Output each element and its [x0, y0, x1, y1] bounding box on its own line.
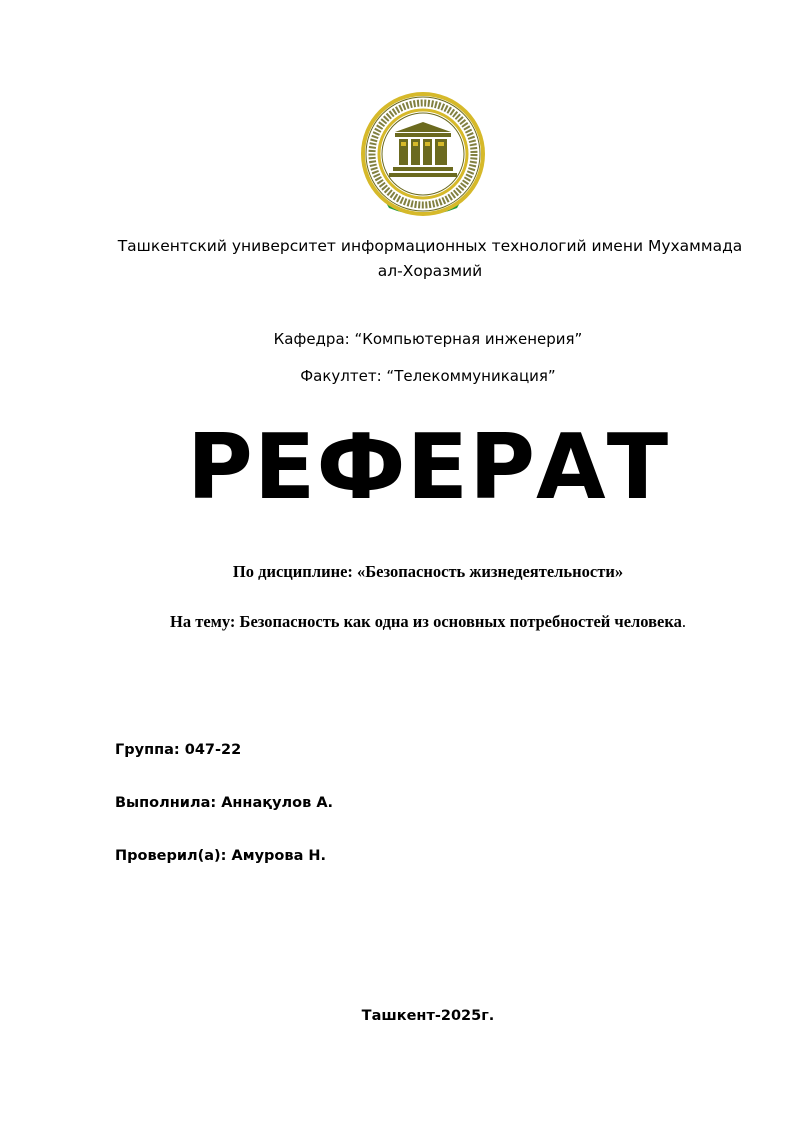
performed-by-label: Выполнила: Аннақулов А.: [115, 795, 334, 811]
faculty-label: Факултет: “Телекоммуникация”: [300, 367, 556, 385]
university-name-line1: Ташкентский университет информационных технологий имени Мухаммада: [117, 237, 743, 255]
university-name-line2: ал-Хоразмий: [377, 262, 483, 280]
checked-by-label: Проверил(а): Амурова Н.: [115, 848, 327, 864]
city-year-label: Ташкент-2025г.: [361, 1008, 495, 1024]
group-label: Группа: 047-22: [115, 742, 242, 758]
tatu-university-emblem-icon: [353, 86, 493, 226]
university-name: [110, 234, 750, 284]
theme-line: [0, 612, 800, 632]
department-label: Кафедра: “Компьютерная инженерия”: [273, 330, 583, 348]
theme-text: На тему: Безопасность как одна из основных потребностей человека: [170, 612, 682, 631]
document-title: РЕФЕРАТ: [186, 415, 670, 520]
discipline-line: По дисциплине: «Безопасность жизнедеятельности»: [232, 562, 624, 581]
theme-period: .: [681, 612, 686, 631]
